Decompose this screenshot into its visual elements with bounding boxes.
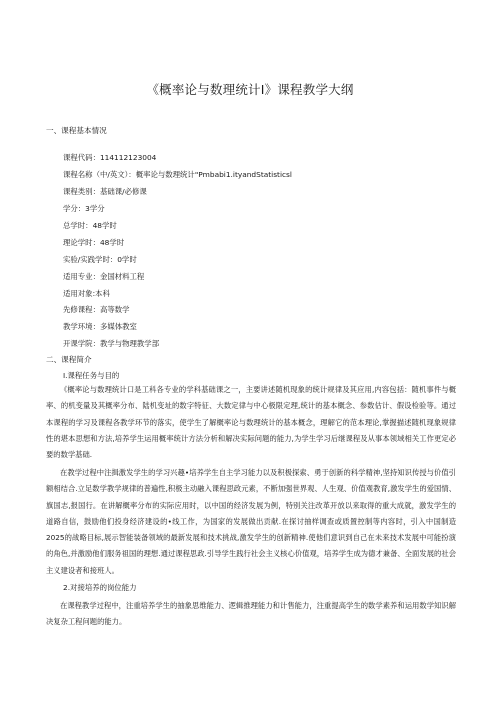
field-credits: 学分：3学分	[63, 204, 105, 213]
paragraph-course-description: 《概率论与数理统计口是工科各专业的学科基础课之一，主要讲述随机现象的统计规律及其应用,内容包括：随机事件与概率、的机变量及其概率分布、陆机变址的数字特征、大数定律与中心极限定理,统计的基本概念、参数估计、假设检验等。通过本课程的学习及课程各教学环节的落实，使学生了解概率论与数理统计的基本概念，理解它的范本理论,掌握描述随机现象规律性的堪本思想和方法,培养学生运用概率统计方法分析和解决实际问题的能力,为学生学习后继课程及从事本领域相关工作更定必要的数学基础.	[46, 385, 456, 460]
field-college: 开课学院：教学与物理教学部	[63, 339, 160, 348]
subheading-tasks-goals: I.课程任务与目的	[63, 371, 120, 380]
section-heading-course-intro: 二、课程简介	[46, 355, 92, 364]
field-theory-hours: 理论学时：48学时	[63, 238, 125, 247]
section-heading-basic-info: 一、课程基本情况	[46, 126, 107, 135]
field-major: 适用专业：金国材料工程	[63, 272, 145, 281]
field-course-code: 课程代码：114112123004	[63, 153, 157, 162]
field-course-name: 课程名称（中/英文）：概率论与数理统计"Pmbabi1.ityandStatisticsl	[63, 170, 292, 179]
field-environment: 教学环境：多媒体教室	[63, 322, 137, 331]
field-prerequisites: 先修课程：高等数学	[63, 305, 130, 314]
field-total-hours: 总学时：48学时	[63, 221, 117, 230]
field-audience: 适用对象:本科	[63, 289, 110, 298]
field-practice-hours: 实验/实践学时：0学时	[63, 255, 137, 264]
subheading-job-abilities: 2.对接培养的岗位能力	[63, 583, 137, 592]
paragraph-abilities: 在课程教学过程中，注重培养学生的抽象思维能力、逻辑推理能力和计售能力，注重提高学生的数学素养和运用数学知识解决复杂工程问题的能力。	[46, 601, 456, 627]
document-title: 《概率论与数理统计I》课程教学大纲	[146, 82, 354, 97]
paragraph-ideology-education: 在教学过程中注揖激发学生的学习兴趣•培养学生自主学习能力以及积极探索、勇于创新的科学精神,坚持知识传授与价值引额相结合.立足数学教学规律的普遍性,积极主动融入课程思政元素，不断加强世界观、人生观、价值观教育,激发学生的爱国情、旗国志,报国行。在讲解概率分布的实际应用时，以中国的经济发展为例，特别关注改革开放以来取得的重大成就，激发学生的道路自信，鼓励他们投身经济建设的•线工作，为国家的发展做出贡献.在探讨抽样调查或质置控制等内容时，引入中国制造2025的战略目标,展示智能装备领域的最新发展和技术挑战,激发学生的创新精神.使他们意识到自己在未来技术发展中可能扮演的角色,并激励他们服务祖国的理想.通过课程思政.引导学生践行社会主义核心价值观，培养学生成为德才兼备、全面发展的社会主义建设者和接班人。	[46, 468, 456, 575]
field-course-category: 课程类别：基础课/必修课	[63, 187, 147, 196]
